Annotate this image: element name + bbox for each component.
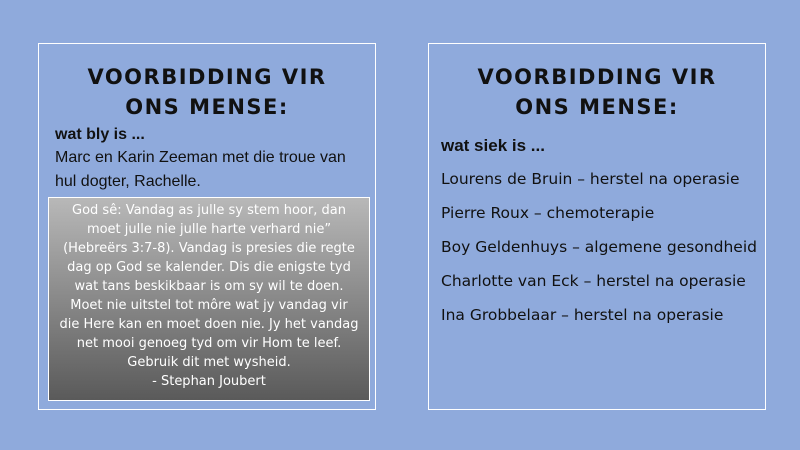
left-title — [39, 62, 375, 122]
quote-line: dag op God se kalender. Dis die enigste tyd — [67, 260, 351, 275]
left-panel — [38, 43, 376, 410]
quote-line: moet julle nie julle harte verhard nie” — [86, 222, 332, 237]
quote-box — [48, 197, 370, 401]
quote-line: net mooi genoeg tyd om vir Hom te leef. — [76, 336, 342, 351]
left-title-line2: ONS MENSE: — [125, 95, 289, 119]
right-title-line2: ONS MENSE: — [515, 95, 679, 119]
right-title — [429, 62, 765, 122]
quote-line: wat tans beskikbaar is om sy wil te doen. — [74, 279, 344, 294]
list-item: Boy Geldenhuys – algemene gesondheid — [441, 238, 757, 256]
quote-line: God sê: Vandag as julle sy stem hoor, dan — [72, 203, 346, 218]
left-title-line1: VOORBIDDING VIR — [87, 65, 327, 89]
quote-line: (Hebreërs 3:7-8). Vandag is presies die regte — [63, 241, 355, 256]
prayer-list — [441, 168, 763, 338]
left-body-text: Marc en Karin Zeeman met die troue van hul dogter, Rachelle. — [55, 149, 346, 190]
right-panel — [428, 43, 766, 410]
left-subtitle: wat bly is ... — [55, 126, 145, 143]
list-item: Ina Grobbelaar – herstel na operasie — [441, 306, 724, 324]
list-item: Pierre Roux – chemoterapie — [441, 204, 655, 222]
list-item: Lourens de Bruin – herstel na operasie — [441, 170, 740, 188]
quote-line: Gebruik dit met wysheid. — [127, 355, 291, 370]
right-title-line1: VOORBIDDING VIR — [477, 65, 717, 89]
quote-text — [53, 201, 365, 391]
right-subtitle: wat siek is ... — [441, 136, 545, 155]
quote-line: Moet nie uitstel tot môre wat jy vandag vir — [70, 298, 348, 313]
quote-line: die Here kan en moet doen nie. Jy het vandag — [59, 317, 359, 332]
list-item: Charlotte van Eck – herstel na operasie — [441, 272, 746, 290]
quote-author: - Stephan Joubert — [152, 374, 266, 389]
